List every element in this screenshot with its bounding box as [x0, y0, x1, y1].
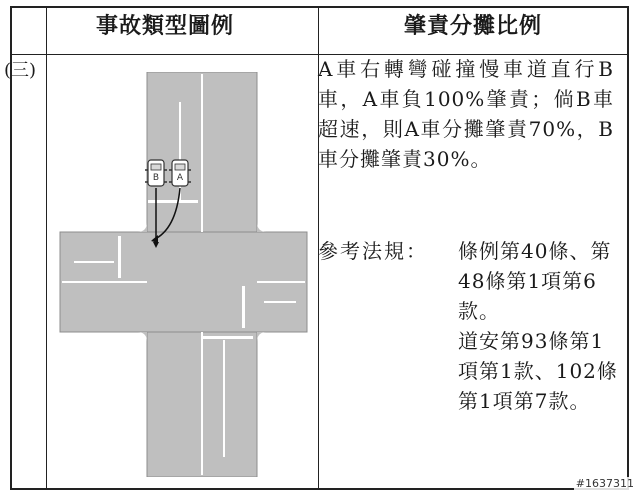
law-item-1: 條例第40條、第48條第1項第6款。	[458, 239, 612, 323]
column-divider-number	[46, 8, 47, 488]
corner-fillet	[257, 222, 267, 232]
responsibility-description: A車右轉彎碰撞慢車道直行B車，A車負100%肇責；倘B車超速，則A車分攤肇責70%，B車分攤肇責30%。	[318, 57, 614, 171]
car-a	[169, 160, 191, 186]
car-a-label: A	[176, 173, 184, 183]
reference-law-label: 參考法規：	[318, 239, 428, 263]
corner-fillet	[137, 222, 147, 232]
intersection-diagram	[52, 72, 312, 477]
car-b-label: B	[152, 173, 160, 183]
reference-law-list	[458, 236, 620, 416]
stop-line	[242, 286, 245, 328]
header-responsibility-ratio: 肇責分攤比例	[403, 13, 542, 39]
stop-line	[118, 236, 121, 278]
car-b	[145, 160, 167, 186]
case-number: (三)	[4, 60, 37, 81]
intersection-core	[148, 233, 257, 332]
watermark-id: #1637311	[575, 477, 634, 490]
header-accident-type: 事故類型圖例	[95, 13, 234, 39]
corner-fillet	[137, 332, 147, 342]
corner-fillet	[257, 332, 267, 342]
law-item-2: 道安第93條第1項第1款、102條第1項第7款。	[458, 329, 618, 413]
stop-line	[203, 336, 253, 339]
